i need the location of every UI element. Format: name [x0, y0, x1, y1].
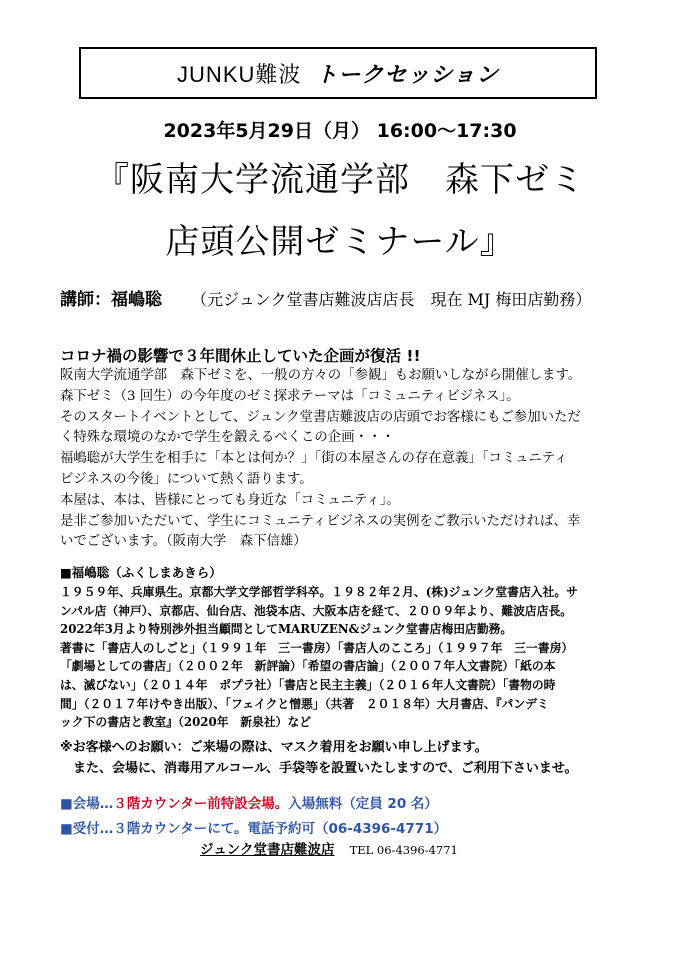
bio-title: ■福嶋聡（ふくしまあきら） — [60, 565, 222, 580]
reception-info: ３階カウンターにて。電話予約可（06-4396-4771） — [113, 821, 448, 837]
body-line: 本屋は、本は、皆様にとっても身近な「コミュニティ」。 — [60, 492, 400, 508]
venue-info — [60, 792, 447, 842]
body-line: そのスタートイベントとして、ジュンク堂書店難波店の店頭でお客様にもご参加いただ — [60, 409, 581, 425]
store-name: ジュンク堂書店難波店 — [200, 842, 335, 858]
body-text — [60, 366, 630, 553]
body-line: いでございます。（阪南大学 森下信雄） — [60, 534, 307, 550]
brand-name: JUNKU難波 — [177, 61, 302, 87]
admission: 入場無料（定員 20 名） — [288, 796, 438, 812]
body-line: 阪南大学流通学部 森下ゼミを、一般の方々の「参観」もお願いしながら開催します。 — [60, 368, 582, 383]
bio-line: は、滅びない」（２０１４年 ポプラ社）「書店と民主主義」（２０１６年人文書院）「書物の時 — [60, 677, 556, 692]
header-box — [79, 47, 597, 99]
store-tel: TEL 06-4396-4771 — [349, 843, 458, 857]
event-title-line2: 店頭公開ゼミナール』 — [165, 222, 515, 262]
body-line: 森下ゼミ（3 回生）の今年度のゼミ探求テーマは「コミュニティビジネス」。 — [60, 388, 520, 404]
headline: コロナ禍の影響で３年間休止していた企画が復活 !! — [60, 347, 421, 365]
bio-line: ック下の書店と教室』（2020年 新泉社）など — [60, 715, 312, 730]
event-type: トークセッション — [315, 62, 499, 88]
bio-line: 2022年3月より特別渉外担当顧問としてMARUZEN&ジュンク堂書店梅田店勤務。 — [60, 622, 513, 637]
body-line: く特殊な環境のなかで学生を鍛えるべくこの企画・・・ — [60, 430, 395, 446]
bio-line: １９５９年、兵庫県生。京都大学文学部哲学科卒。１９８２年２月、(株)ジュンク堂書店入社。サ — [60, 585, 578, 599]
lecturer — [60, 285, 591, 310]
event-datetime: 2023年5月29日（月） 16:00〜17:30 — [163, 120, 517, 142]
notice — [60, 737, 640, 779]
venue-place: ３階カウンター前特設会場。 — [113, 796, 289, 812]
body-line: ビジネスの今後」について熱く語ります。 — [60, 471, 313, 487]
lecturer-note: （元ジュンク堂書店難波店店長 現在 MJ 梅田店勤務） — [191, 290, 592, 309]
bio-line: 「劇場としての書店」（２００２年 新評論）「希望の書店論」（２００７年人文書院）「紙の本 — [60, 659, 556, 674]
bio-line: 著書に「書店人のしごと」（１９９１年 三一書房）「書店人のこころ」（１９９７年 三一書房） — [60, 640, 574, 655]
lecturer-bio — [60, 563, 630, 732]
notice-line: ※お客様へのお願い：ご来場の際は、マスク着用をお願い申し上げます。 — [60, 740, 488, 755]
venue-label: ■会場… — [60, 796, 114, 812]
body-line: 是非ご参加いただいて、学生にコミュニティビジネスの実例をご教示いただければ、幸 — [60, 513, 581, 529]
notice-line: また、会場に、消毒用アルコール、手袋等を設置いたしますので、ご利用下さいませ。 — [60, 761, 578, 776]
reception-label: ■受付… — [60, 821, 114, 837]
lecturer-label: 講師：福嶋聡 — [60, 290, 162, 310]
body-line: 福嶋聡が大学生を相手に「本とは何か？」「街の本屋さんの存在意義」「コミュニティ — [60, 451, 568, 467]
venue-line — [60, 792, 447, 817]
store-info — [200, 838, 458, 858]
bio-line: ンパル店（神戸）、京都店、仙台店、池袋本店、大阪本店を経て、２００９年より、難波店店長。 — [60, 603, 573, 618]
event-title-line1: 『阪南大学流通学部 森下ゼミ — [95, 160, 585, 200]
bio-line: 間」（２０１７年けやき出版）、「フェイクと憎悪」（共著 ２０１８年）大月書店、『パンデミ — [60, 696, 549, 711]
